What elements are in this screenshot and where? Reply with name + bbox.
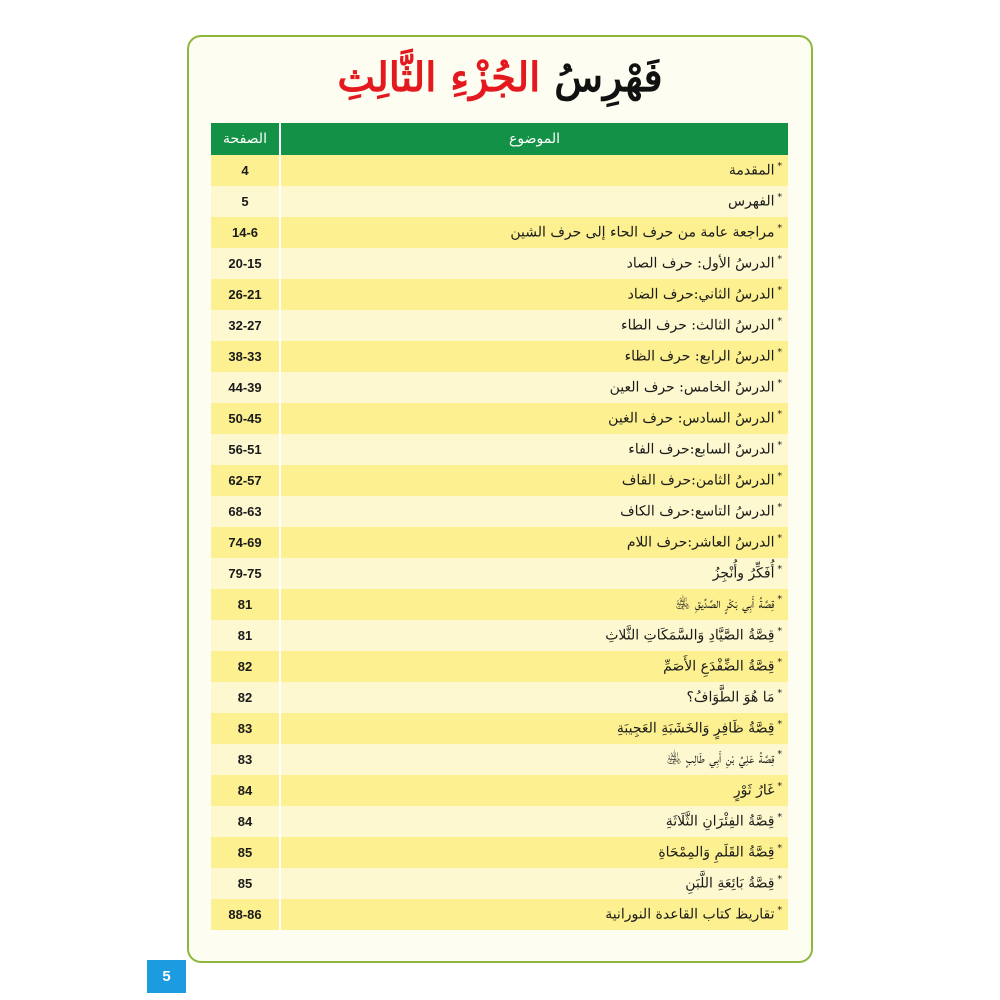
toc-row (211, 651, 788, 682)
toc-row (211, 527, 788, 558)
toc-topic-text: الفهرس (727, 193, 775, 210)
toc-topic-text: الدرسُ الأول: حرف الصاد (626, 255, 775, 272)
title-part-volume: الجُزْءِ الثَّالِثِ (337, 54, 541, 101)
toc-row (211, 620, 788, 651)
toc-topic-text: الدرسُ العاشر:حرف اللام (626, 534, 775, 551)
toc-topic-cell (280, 744, 788, 775)
bullet-star: * (777, 224, 782, 235)
toc-topic-text: قِصَّةُ القَلَمِ وَالمِمْحَاةِ (658, 844, 775, 861)
toc-row (211, 682, 788, 713)
toc-page-cell: 14-6 (211, 217, 280, 248)
toc-topic-text: الدرسُ الرابع: حرف الظاء (624, 348, 775, 365)
toc-row (211, 403, 788, 434)
bullet-star: * (777, 844, 782, 855)
toc-row (211, 899, 788, 930)
toc-page-cell: 88-86 (211, 899, 280, 930)
toc-topic-cell (280, 868, 788, 899)
bullet-star: * (777, 749, 782, 760)
bullet-star: * (777, 379, 782, 390)
toc-page-cell: 62-57 (211, 465, 280, 496)
toc-topic-cell (280, 310, 788, 341)
toc-page-cell: 83 (211, 744, 280, 775)
toc-header-row (211, 123, 788, 155)
toc-topic-text: مَا هُوَ الطَّوَافُ؟ (686, 689, 775, 706)
bullet-star: * (777, 255, 782, 266)
toc-topic-cell (280, 651, 788, 682)
toc-row (211, 558, 788, 589)
bullet-star: * (777, 565, 782, 576)
bullet-star: * (777, 906, 782, 917)
bullet-star: * (777, 658, 782, 669)
toc-topic-cell (280, 682, 788, 713)
toc-page-cell: 84 (211, 775, 280, 806)
toc-row (211, 465, 788, 496)
toc-row (211, 155, 788, 186)
toc-topic-text: تقاريظ كتاب القاعدة النورانية (605, 906, 775, 923)
toc-page-cell: 20-15 (211, 248, 280, 279)
toc-topic-cell (280, 186, 788, 217)
toc-topic-text: غَارُ ثَوْرٍ (733, 782, 775, 799)
toc-page-cell: 5 (211, 186, 280, 217)
toc-topic-text: الدرسُ التاسع:حرف الكاف (620, 503, 775, 520)
toc-page-cell: 82 (211, 651, 280, 682)
toc-row (211, 496, 788, 527)
toc-topic-text: قِصَّةُ بَائِعَةِ اللَّبَنِ (685, 875, 775, 892)
toc-topic-text: قِصَّةُ أَبِي بَكْرٍ الصِّدِّيقِ ﵁ (675, 595, 775, 612)
toc-row (211, 837, 788, 868)
toc-row (211, 248, 788, 279)
toc-topic-text: الدرسُ السادس: حرف الغين (608, 410, 775, 427)
toc-topic-cell (280, 713, 788, 744)
toc-row (211, 744, 788, 775)
toc-table (211, 123, 788, 930)
bullet-star: * (777, 534, 782, 545)
toc-topic-cell (280, 341, 788, 372)
toc-topic-cell (280, 279, 788, 310)
toc-page-cell: 82 (211, 682, 280, 713)
toc-topic-text: قِصَّةُ ظَافِرٍ وَالخَشَبَةِ العَجِيبَةِ (616, 720, 775, 737)
toc-topic-cell (280, 434, 788, 465)
toc-topic-cell (280, 248, 788, 279)
toc-page-cell: 74-69 (211, 527, 280, 558)
toc-topic-cell (280, 589, 788, 620)
toc-topic-cell (280, 806, 788, 837)
bullet-star: * (777, 594, 782, 605)
toc-topic-cell (280, 217, 788, 248)
toc-topic-cell (280, 403, 788, 434)
toc-page-cell: 85 (211, 837, 280, 868)
bullet-star: * (777, 503, 782, 514)
bullet-star: * (777, 782, 782, 793)
toc-row (211, 341, 788, 372)
header-topic: الموضوع (280, 123, 788, 155)
toc-topic-cell (280, 620, 788, 651)
toc-topic-text: قِصَّةُ الصَّيَّادِ وَالسَّمَكَاتِ الثَّلاثِ (605, 627, 775, 644)
toc-topic-text: قِصَّةُ عَلِيِّ بْنِ أَبِي طَالِبٍ ﵁ (666, 750, 775, 767)
title-part-index: فَهْرِسُ (554, 54, 663, 101)
bullet-star: * (777, 472, 782, 483)
toc-row (211, 775, 788, 806)
page-number-badge: 5 (147, 960, 186, 993)
toc-row (211, 713, 788, 744)
bullet-star: * (777, 720, 782, 731)
toc-page-cell: 56-51 (211, 434, 280, 465)
toc-row (211, 186, 788, 217)
bullet-star: * (777, 441, 782, 452)
toc-topic-text: الدرسُ الثاني:حرف الضاد (627, 286, 775, 303)
toc-topic-cell (280, 155, 788, 186)
toc-row (211, 806, 788, 837)
toc-page-cell: 79-75 (211, 558, 280, 589)
bullet-star: * (777, 813, 782, 824)
toc-topic-cell (280, 837, 788, 868)
toc-topic-cell (280, 899, 788, 930)
toc-row (211, 868, 788, 899)
toc-topic-text: مراجعة عامة من حرف الحاء إلى حرف الشين (510, 224, 775, 241)
toc-topic-text: أُفَكِّرُ وأُنْجِزُ (712, 565, 775, 582)
bullet-star: * (777, 410, 782, 421)
toc-page-cell: 83 (211, 713, 280, 744)
page-title (189, 48, 811, 108)
toc-page-cell: 85 (211, 868, 280, 899)
bullet-star: * (777, 286, 782, 297)
toc-row (211, 310, 788, 341)
toc-body (211, 155, 788, 930)
toc-topic-text: قِصَّةُ الفِئْرَانِ الثَّلَاثَةِ (665, 813, 775, 830)
toc-topic-cell (280, 775, 788, 806)
toc-topic-cell (280, 372, 788, 403)
toc-topic-text: الدرسُ الثالث: حرف الطاء (621, 317, 775, 334)
toc-page-cell: 38-33 (211, 341, 280, 372)
bullet-star: * (777, 689, 782, 700)
toc-topic-text: قِصَّةُ الضِّفْدَعِ الأَصَمِّ (663, 658, 775, 675)
toc-page-cell: 81 (211, 620, 280, 651)
toc-topic-cell (280, 527, 788, 558)
bullet-star: * (777, 875, 782, 886)
toc-row (211, 279, 788, 310)
toc-row (211, 217, 788, 248)
toc-topic-text: المقدمة (728, 162, 775, 179)
toc-topic-text: الدرسُ السابع:حرف الفاء (628, 441, 775, 458)
toc-page-cell: 44-39 (211, 372, 280, 403)
bullet-star: * (777, 317, 782, 328)
bullet-star: * (777, 348, 782, 359)
toc-page-cell: 50-45 (211, 403, 280, 434)
bullet-star: * (777, 627, 782, 638)
toc-topic-cell (280, 496, 788, 527)
bullet-star: * (777, 193, 782, 204)
header-page: الصفحة (211, 123, 280, 155)
toc-row (211, 434, 788, 465)
toc-page-cell: 26-21 (211, 279, 280, 310)
toc-page-cell: 68-63 (211, 496, 280, 527)
toc-topic-cell (280, 465, 788, 496)
toc-page-cell: 32-27 (211, 310, 280, 341)
toc-topic-cell (280, 558, 788, 589)
toc-row (211, 372, 788, 403)
bullet-star: * (777, 162, 782, 173)
toc-page-cell: 84 (211, 806, 280, 837)
toc-topic-text: الدرسُ الخامس: حرف العين (609, 379, 775, 396)
toc-topic-text: الدرسُ الثامن:حرف القاف (621, 472, 775, 489)
toc-row (211, 589, 788, 620)
toc-page-cell: 81 (211, 589, 280, 620)
toc-page-cell: 4 (211, 155, 280, 186)
